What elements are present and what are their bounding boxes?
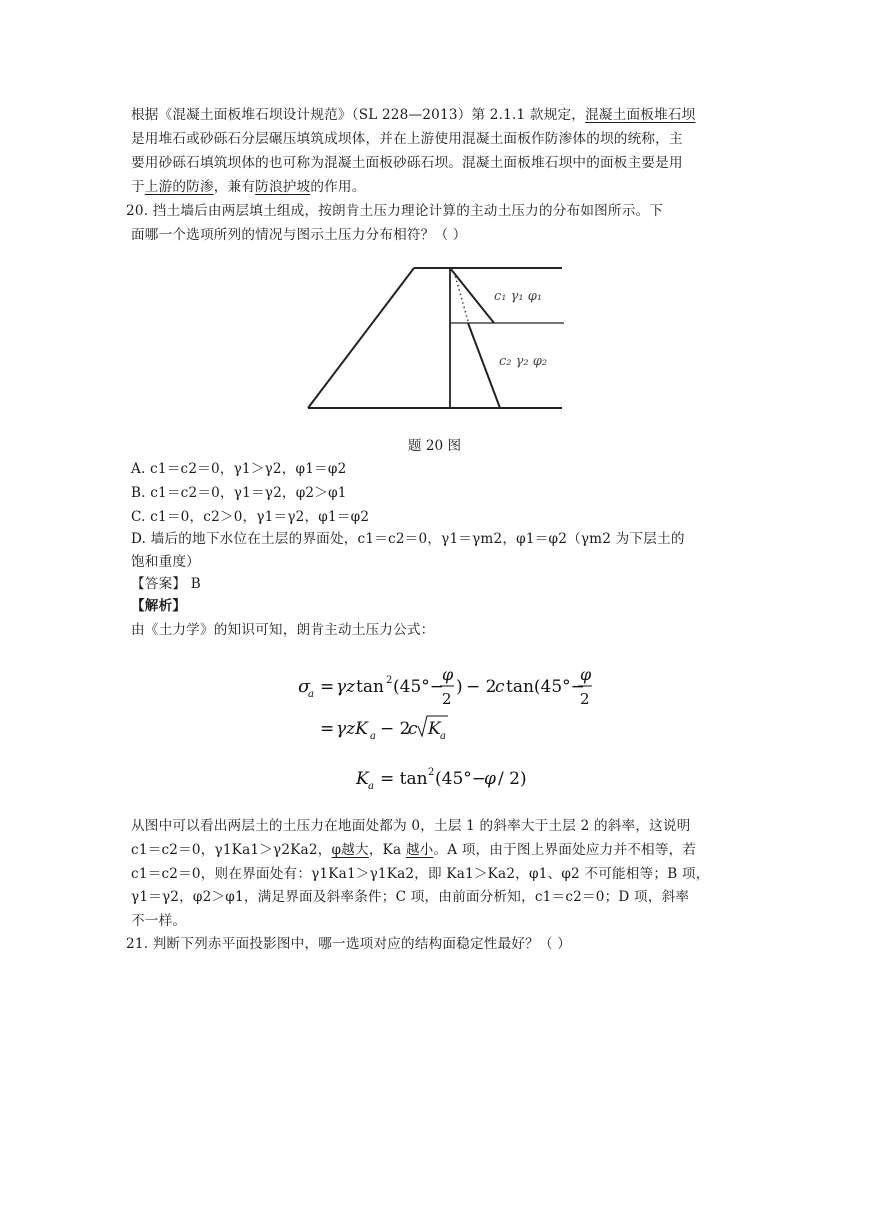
svg-text:/ 2): / 2) <box>498 769 527 789</box>
explain-text: ，Ka <box>368 842 406 858</box>
underlined-term: 混凝土面板堆石坝 <box>585 107 696 123</box>
explain-line-3: c1＝c2＝0，则在界面处有：γ1Ka1＞γ1Ka2，即 Ka1＞Ka2，φ1、φ2 不可能相等；B 项， <box>131 866 710 882</box>
svg-text:2: 2 <box>428 767 435 778</box>
svg-text:a: a <box>368 781 374 792</box>
svg-text:2: 2 <box>580 690 590 708</box>
analysis-title: 【解析】 <box>131 598 187 614</box>
explain-line-5: 不一样。 <box>131 913 187 929</box>
underlined-term: 越小 <box>405 842 434 858</box>
explain-line-1: 从图中可以看出两层土的土压力在地面处都为 0，土层 1 的斜率大于土层 2 的斜率，这说明 <box>131 818 691 834</box>
question-21-stem: 21. 判断下列赤平面投影图中，哪一选项对应的结构面稳定性最好？（ ） <box>126 936 572 952</box>
svg-text:): ) <box>456 677 463 697</box>
option-d-line-1: D. 墙后的地下水位在土层的界面处，c1＝c2＝0，γ1＝γm2，φ1＝φ2（γm2 为下层土的 <box>131 531 685 547</box>
intro-line-3: 要用砂砾石填筑坝体的也可称为混凝土面板砂砾石坝。混凝土面板堆石坝中的面板主要是用 <box>131 155 683 171</box>
svg-text:2: 2 <box>386 675 393 686</box>
svg-text:tan(45°−: tan(45°− <box>506 677 585 697</box>
svg-text:σ: σ <box>298 676 311 697</box>
underlined-term: φ越大 <box>331 842 369 858</box>
option-a: A. c1＝c2＝0，γ1＞γ2，φ1＝φ2 <box>131 461 347 477</box>
svg-text:=: = <box>320 719 335 739</box>
svg-text:(45°−: (45°− <box>393 677 445 697</box>
layer-2-parameters-label: c₂ γ₂ φ₂ <box>499 354 548 369</box>
dotted-hatch-line <box>454 272 468 321</box>
svg-text:K: K <box>428 719 441 739</box>
rankine-formula <box>296 664 596 794</box>
underlined-term: 上游的防渗 <box>144 179 214 195</box>
intro-line-1 <box>131 104 695 126</box>
svg-text:2: 2 <box>442 690 452 708</box>
svg-text:a: a <box>370 731 376 742</box>
svg-text:φ: φ <box>580 665 592 684</box>
intro-line-2: 是用堆石或砂砾石分层碾压填筑成坝体，并在上游使用混凝土面板作防渗体的坝的统称，主 <box>131 131 683 147</box>
svg-text:c: c <box>495 677 505 697</box>
svg-text:=: = <box>320 677 335 697</box>
question-20-stem-line-2: 面哪一个选项所列的情况与图示土压力分布相符？（ ） <box>131 227 467 243</box>
svg-text:= tan: = tan <box>380 769 428 789</box>
option-d-line-2: 饱和重度） <box>131 554 200 570</box>
intro-text: ，兼有 <box>213 179 256 195</box>
svg-text:tan: tan <box>356 677 384 697</box>
explain-text: 。A 项，由于图上界面处应力并不相等，若 <box>433 842 697 858</box>
svg-text:− 2: − 2 <box>380 719 411 739</box>
layer-1-parameters-label: c₁ γ₁ φ₁ <box>494 289 543 304</box>
svg-text:γzK: γzK <box>336 719 368 739</box>
svg-text:a: a <box>308 689 314 700</box>
answer-line: 【答案】 B <box>131 576 201 592</box>
pressure-line-layer-2 <box>468 323 500 408</box>
svg-text:(45°−: (45°− <box>435 769 487 789</box>
svg-text:a: a <box>440 731 446 742</box>
svg-text:K: K <box>356 769 369 789</box>
svg-text:c: c <box>408 719 418 739</box>
svg-text:− 2: − 2 <box>466 677 497 697</box>
question-20-stem-line-1: 20. 挡土墙后由两层填土组成，按朗肯土压力理论计算的主动土压力的分布如图所示。下 <box>126 203 664 219</box>
wall-back-slope <box>308 268 414 408</box>
pressure-line-layer-1 <box>450 268 494 323</box>
svg-text:γz: γz <box>336 677 356 697</box>
rankine-formula-block <box>296 664 596 794</box>
intro-line-4 <box>131 176 366 198</box>
explain-text: c1＝c2＝0，γ1Ka1＞γ2Ka2， <box>131 842 332 858</box>
analysis-intro: 由《土力学》的知识可知，朗肯主动土压力公式： <box>131 622 435 638</box>
underlined-term: 防浪护坡 <box>255 179 311 195</box>
intro-text: 根据《混凝土面板堆石坝设计规范》（SL 228—2013）第 2.1.1 款规定， <box>131 107 586 123</box>
option-b: B. c1＝c2＝0，γ1＝γ2，φ2＞φ1 <box>131 485 347 501</box>
option-c: C. c1＝0，c2＞0，γ1＝γ2，φ1＝φ2 <box>131 509 370 525</box>
intro-text: 于 <box>131 179 145 195</box>
intro-text: 的作用。 <box>310 179 366 195</box>
retaining-wall-diagram <box>302 258 570 418</box>
svg-text:φ: φ <box>484 769 496 789</box>
question-20-figure <box>302 258 570 418</box>
explain-line-4: γ1＝γ2，φ2＞φ1，满足界面及斜率条件；C 项，由前面分析知，c1＝c2＝0；D 项，斜率 <box>131 889 690 905</box>
svg-text:φ: φ <box>442 665 454 684</box>
explain-line-2 <box>131 839 696 861</box>
figure-caption: 题 20 图 <box>407 438 462 454</box>
